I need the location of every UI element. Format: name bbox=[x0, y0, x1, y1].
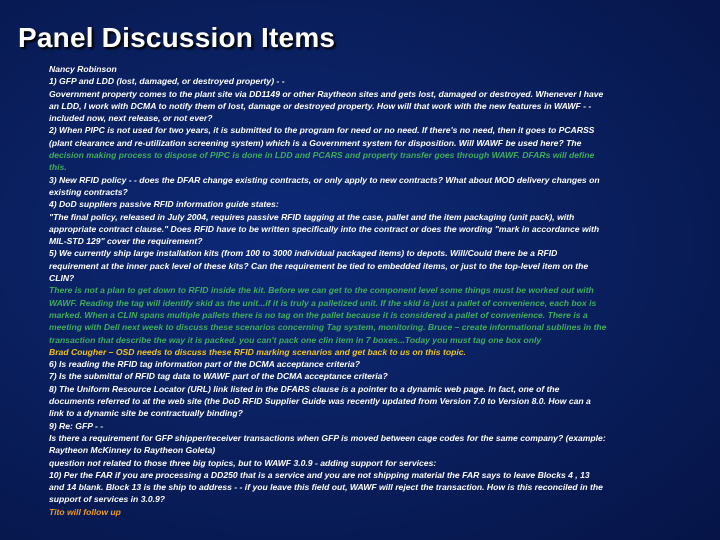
discussion-notes bbox=[49, 63, 705, 518]
note-line: decision making process to dispose of PIPC is done in LDD and PCARS and property transfer goes through WAWF. DFARs will define bbox=[49, 150, 595, 161]
note-line: included now, next release, or not ever? bbox=[49, 113, 213, 124]
note-line: Is there a requirement for GFP shipper/receiver transactions when GFP is moved between cage codes for the same company? (example: bbox=[49, 432, 606, 443]
note-line: 5) We currently ship large installation kits (from 100 to 3000 individual packaged items) to depots. Will/Could there be a RFID bbox=[49, 248, 558, 259]
slide-title: Panel Discussion Items bbox=[18, 22, 336, 53]
note-line: and 14 blank. Block 13 is the ship to address - - if you leave this field out, WAWF will reject the transaction. How is this reconciled in the bbox=[49, 482, 603, 493]
note-line: 2) When PIPC is not used for two years, it is submitted to the program for need or no need. If there's no need, then it goes to PCARSS bbox=[49, 125, 595, 136]
note-line: Brad Cougher – OSD needs to discuss these RFID marking scenarios and get back to us on this topic. bbox=[49, 346, 466, 357]
note-line: an LDD, I work with DCMA to notify them of lost, damage or destroyed property. How will that work with the new features in WAWF - - bbox=[49, 100, 592, 111]
note-line: Tito will follow up bbox=[49, 506, 121, 517]
note-line: this. bbox=[49, 162, 67, 173]
note-line: WAWF. Reading the tag will identify skid as the unit...if it is truly a palletized unit. If the skid is just a pallet of convenience, each box is bbox=[49, 297, 597, 308]
note-line: MIL-STD 129" cover the requirement? bbox=[49, 236, 203, 247]
note-line: Government property comes to the plant site via DD1149 or other Raytheon sites and gets lost, damaged or destroyed. Whenever I have bbox=[49, 88, 604, 99]
note-line: Raytheon McKinney to Raytheon Goleta) bbox=[49, 445, 216, 456]
note-line: transaction that describe the way it is packed. you can't pack one clin item in 7 boxes...Today you must tag one box only bbox=[49, 334, 542, 345]
note-line: Nancy Robinson bbox=[49, 64, 117, 74]
note-line: 6) Is reading the RFID tag information part of the DCMA acceptance criteria? bbox=[49, 359, 361, 370]
note-line: 4) DoD suppliers passive RFID information guide states: bbox=[49, 199, 279, 210]
note-line: question not related to those three big topics, but to WAWF 3.0.9 - adding support for services: bbox=[49, 457, 437, 468]
note-line: 9) Re: GFP - - bbox=[49, 420, 104, 431]
note-line: 10) Per the FAR if you are processing a DD250 that is a service and you are not shipping material the FAR says to leave Blocks 4 , 13 bbox=[49, 469, 590, 480]
note-line: (plant clearance and re-utilization screening system) which is a Government system for disposition. Will WAWF be used here? The bbox=[49, 137, 582, 148]
note-line: support of services in 3.0.9? bbox=[49, 494, 166, 505]
note-line: 1) GFP and LDD (lost, damaged, or destroyed property) - - bbox=[49, 76, 285, 87]
note-line: 3) New RFID policy - - does the DFAR change existing contracts, or only apply to new contracts? What about MOD delivery changes on bbox=[49, 174, 600, 185]
note-line: existing contracts? bbox=[49, 186, 128, 197]
note-line: 8) The Uniform Resource Locator (URL) link listed in the DFARS clause is a pointer to a dynamic web page. In fact, one of the bbox=[49, 383, 560, 394]
note-line: link to a dynamic site be contractually binding? bbox=[49, 408, 243, 419]
note-line: appropriate contract clause." Does RFID have to be written specifically into the contract or does the wording "mark in accordance with bbox=[49, 223, 600, 234]
note-line: There is not a plan to get down to RFID inside the kit. Before we can get to the component level some things must be worked out with bbox=[49, 285, 594, 296]
note-line: marked. When a CLIN spans multiple pallets there is no tag on the pallet because it is considered a pallet of convenience. There is a bbox=[49, 309, 588, 320]
note-line: "The final policy, released in July 2004, requires passive RFID tagging at the case, pallet and the item packaging (unit pack), with bbox=[49, 211, 575, 222]
note-line: documents referred to at the web site (the DoD RFID Supplier Guide was recently updated from Version 7.0 to Version 8.0. How can a bbox=[49, 396, 591, 407]
note-line: CLIN? bbox=[49, 273, 75, 284]
note-line: 7) Is the submittal of RFID tag data to WAWF part of the DCMA acceptance criteria? bbox=[49, 371, 388, 382]
note-line: requirement at the inner pack level of these kits? Can the requirement be tied to embedded items, or just to the top-level item on the bbox=[49, 260, 589, 271]
note-line: meeting with Dell next week to discuss these scenarios concerning Tag system, monitoring. Bruce – create informational sublines in the bbox=[49, 322, 607, 333]
